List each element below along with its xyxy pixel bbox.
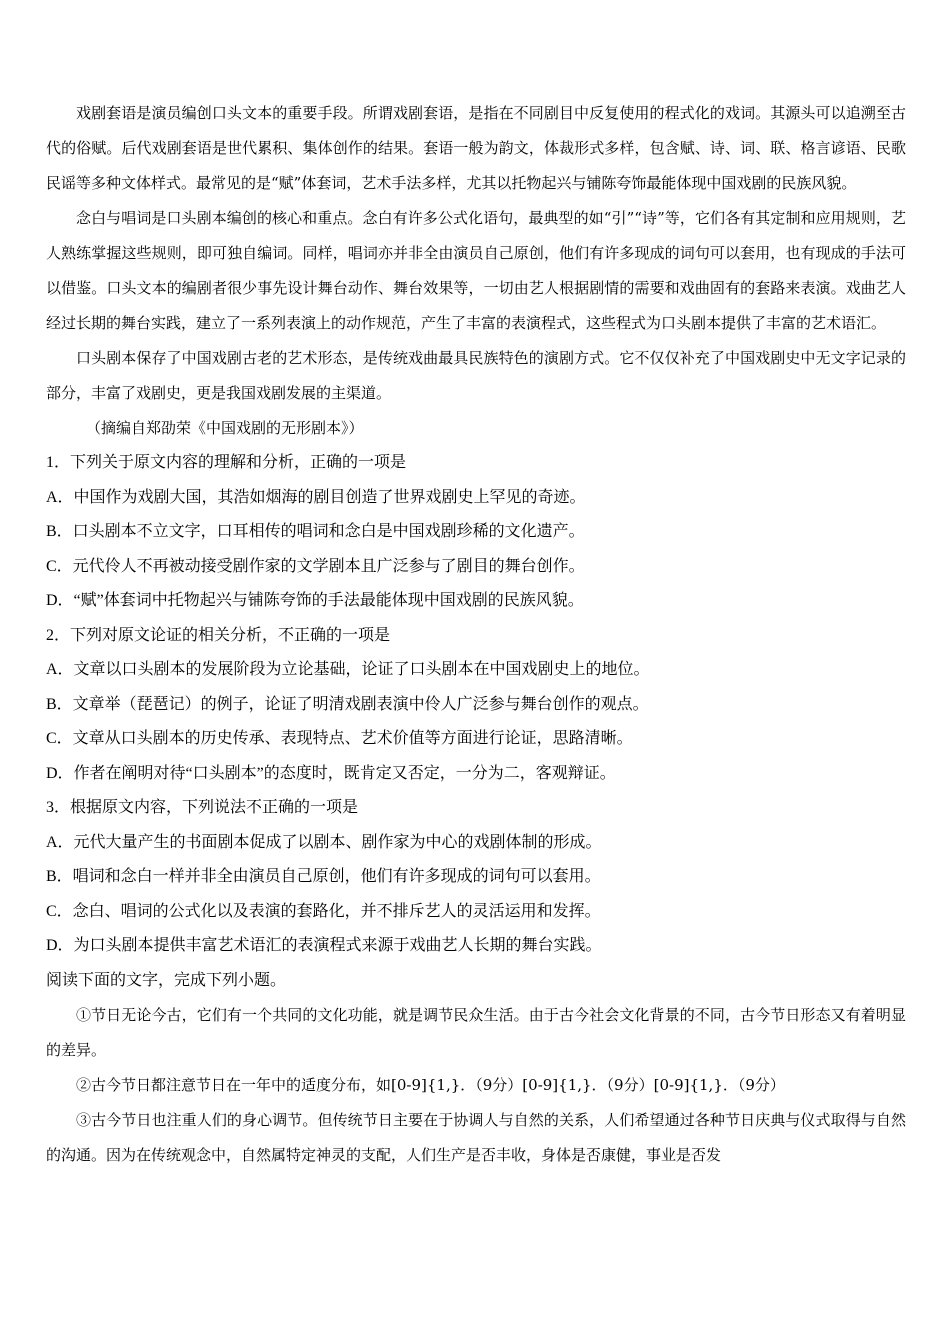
option-a: A．中国作为戏剧大国，其浩如烟海的剧目创造了世界戏剧史上罕见的奇迹。 <box>46 488 586 506</box>
option-d: D．作者在阐明对待“口头剧本”的态度时，既肯定又否定，一分为二，客观辩证。 <box>46 764 616 782</box>
reading-instruction: 阅读下面的文字，完成下列小题。 <box>46 971 287 989</box>
passage-2 <box>46 998 906 1173</box>
option-b: B．口头剧本不立文字，口耳相传的唱词和念白是中国戏剧珍稀的文化遗产。 <box>46 523 585 540</box>
option-c: C．元代伶人不再被动接受剧作家的文学剧本且广泛参与了剧目的舞台创作。 <box>46 557 585 575</box>
question-1 <box>46 446 906 619</box>
option-a: A．元代大量产生的书面剧本促成了以剧本、剧作家为中心的戏剧体制的形成。 <box>46 833 602 851</box>
option-c: C．文章从口头剧本的历史传承、表现特点、艺术价值等方面进行论证，思路清晰。 <box>46 730 633 747</box>
passage-2-paragraph-2: ②古今节日都注意节日在一年中的适度分布，如[0-9]{1,}．（9分）[0-9]{1,}．（9分）[0-9]{1,}．（9分） <box>76 1076 785 1094</box>
option-b: B．文章举（琵琶记）的例子，论证了明清戏剧表演中伶人广泛参与舞台创作的观点。 <box>46 695 649 713</box>
question-stem: 1．下列关于原文内容的理解和分析，正确的一项是 <box>46 454 407 471</box>
option-b: B．唱词和念白一样并非全由演员自己原创，他们有许多现成的词句可以套用。 <box>46 868 601 885</box>
question-stem: 3．根据原文内容，下列说法不正确的一项是 <box>46 799 359 816</box>
passage-1-source: （摘编自郑劭荣《中国戏剧的无形剧本》） <box>86 419 364 437</box>
document-page <box>46 96 906 1173</box>
question-stem: 2．下列对原文论证的相关分析，不正确的一项是 <box>46 626 391 644</box>
passage-1 <box>46 96 906 446</box>
question-2 <box>46 619 906 792</box>
passage-2-paragraph-3: ③古今节日也注重人们的身心调节。但传统节日主要在于协调人与自然的关系，人们希望通过各种节日庆典与仪式取得与自然的沟通。因为在传统观念中，自然属特定神灵的支配，人们生产是否丰收，身体是否康健，事业是否发 <box>46 1111 906 1164</box>
option-c: C．念白、唱词的公式化以及表演的套路化，并不排斥艺人的灵活运用和发挥。 <box>46 902 601 920</box>
passage-1-paragraph-1: 戏剧套语是演员编创口头文本的重要手段。所谓戏剧套语，是指在不同剧目中反复使用的程式化的戏词。其源头可以追溯至古代的俗赋。后代戏剧套语是世代累积、集体创作的结果。套语一般为韵文，体裁形式多样，包含赋、诗、词、联、格言谚语、民歌民谣等多种文体样式。最常见的是“赋”体套词，艺术手法多样，尤其以托物起兴与铺陈夸饰最能体现中国戏剧的民族风貌。 <box>46 104 906 192</box>
passage-1-paragraph-2: 念白与唱词是口头剧本编创的核心和重点。念白有许多公式化语句，最典型的如“引”“诗”等，它们各有其定制和应用规则，艺人熟练掌握这些规则，即可独自编词。同样，唱词亦并非全由演员自己原创，他们有许多现成的词句可以套用，也有现成的手法可以借鉴。口头文本的编剧者很少事先设计舞台动作、舞台效果等，一切由艺人根据剧情的需要和戏曲固有的套路来表演。戏曲艺人经过长期的舞台实践，建立了一系列表演上的动作规范，产生了丰富的表演程式，这些程式为口头剧本提供了丰富的艺术语汇。 <box>46 209 906 332</box>
option-d: D．“赋”体套词中托物起兴与铺陈夸饰的手法最能体现中国戏剧的民族风貌。 <box>46 592 584 609</box>
question-3 <box>46 791 906 964</box>
option-d: D．为口头剧本提供丰富艺术语汇的表演程式来源于戏曲艺人长期的舞台实践。 <box>46 937 602 954</box>
passage-1-paragraph-3: 口头剧本保存了中国戏剧古老的艺术形态，是传统戏曲最具民族特色的演剧方式。它不仅仅补充了中国戏剧史中无文字记录的部分，丰富了戏剧史，更是我国戏剧发展的主渠道。 <box>46 349 906 402</box>
passage-2-paragraph-1: ①节日无论今古，它们有一个共同的文化功能，就是调节民众生活。由于古今社会文化背景的不同，古今节日形态又有着明显的差异。 <box>46 1006 906 1059</box>
option-a: A．文章以口头剧本的发展阶段为立论基础，论证了口头剧本在中国戏剧史上的地位。 <box>46 661 650 678</box>
